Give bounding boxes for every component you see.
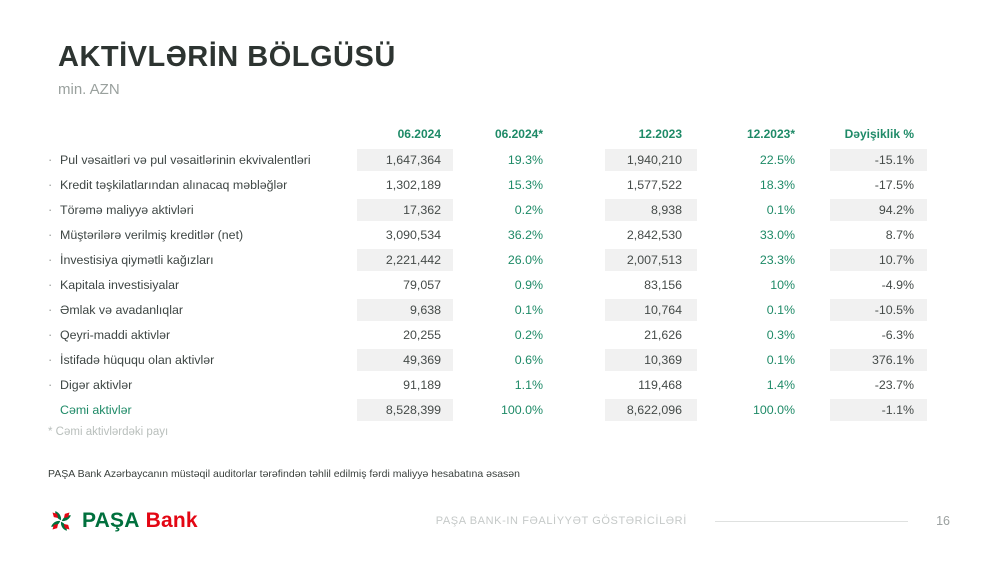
source-footnote: PAŞA Bank Azərbaycanın müstəqil auditorlar tərəfindən təhlil edilmiş fərdi maliyyə hesabatına əsasən bbox=[48, 468, 520, 480]
value-06-2024-cell bbox=[357, 172, 453, 197]
share-12-2023-cell: 100.0% bbox=[752, 402, 795, 417]
asset-label-cell bbox=[40, 297, 357, 322]
asset-label: İnvestisiya qiymətli kağızları bbox=[60, 253, 214, 267]
value-box: -23.7% bbox=[874, 377, 914, 392]
value-box: 8,622,096 bbox=[605, 399, 697, 421]
bullet-icon: · bbox=[48, 227, 53, 242]
bullet-icon: · bbox=[48, 377, 53, 392]
share-12-2023-cell: 33.0% bbox=[759, 227, 795, 242]
bullet-icon: · bbox=[48, 277, 53, 292]
value-box: 10,764 bbox=[605, 299, 697, 321]
share-06-2024-cell: 26.0% bbox=[507, 252, 543, 267]
footer-section-title: PAŞA BANK-IN FƏALİYYƏT GÖSTƏRİCİLƏRİ bbox=[435, 515, 687, 527]
bullet-icon: · bbox=[48, 302, 53, 317]
value-box: 1,577,522 bbox=[626, 177, 682, 192]
value-12-2023-cell bbox=[555, 397, 697, 422]
value-box: 8,528,399 bbox=[357, 399, 453, 421]
value-box: 10,369 bbox=[605, 349, 697, 371]
value-box: -4.9% bbox=[881, 277, 914, 292]
asset-row bbox=[40, 247, 927, 272]
share-12-2023-cell: 22.5% bbox=[759, 152, 795, 167]
change-percent-cell bbox=[805, 347, 927, 372]
change-percent-cell bbox=[805, 247, 927, 272]
value-box: 91,189 bbox=[403, 377, 441, 392]
asset-row bbox=[40, 172, 927, 197]
value-06-2024-cell bbox=[357, 347, 453, 372]
share-12-2023-cell: 18.3% bbox=[759, 177, 795, 192]
value-box: 8,938 bbox=[605, 199, 697, 221]
change-percent-cell bbox=[805, 372, 927, 397]
asset-label: Törəmə maliyyə aktivləri bbox=[60, 203, 194, 217]
asset-label-cell bbox=[40, 222, 357, 247]
value-box: 2,221,442 bbox=[357, 249, 453, 271]
change-percent-cell bbox=[805, 147, 927, 172]
asset-label-cell bbox=[40, 147, 357, 172]
logo-text-pasha: PAŞA bbox=[82, 509, 140, 532]
asset-label-cell bbox=[40, 397, 357, 422]
footer-divider-line bbox=[715, 521, 908, 522]
share-12-2023-cell: 0.1% bbox=[766, 352, 795, 367]
change-percent-cell bbox=[805, 297, 927, 322]
share-12-2023-cell: 0.1% bbox=[766, 302, 795, 317]
bullet-icon: · bbox=[48, 152, 53, 167]
value-box: 1,940,210 bbox=[605, 149, 697, 171]
value-box: 83,156 bbox=[644, 277, 682, 292]
share-12-2023-cell: 10% bbox=[770, 277, 795, 292]
bullet-icon: · bbox=[48, 327, 53, 342]
share-12-2023-cell: 1.4% bbox=[766, 377, 795, 392]
value-12-2023-cell bbox=[555, 322, 697, 347]
label-column-header bbox=[40, 120, 357, 147]
value-box: 3,090,534 bbox=[385, 227, 441, 242]
share-12-2023-cell: 23.3% bbox=[759, 252, 795, 267]
asset-label-cell bbox=[40, 197, 357, 222]
value-box: 10.7% bbox=[830, 249, 927, 271]
value-box: 9,638 bbox=[357, 299, 453, 321]
page-number: 16 bbox=[936, 514, 950, 528]
value-box: -10.5% bbox=[830, 299, 927, 321]
pasha-bank-pinwheel-icon bbox=[48, 508, 74, 534]
col-header-12-2023: 12.2023 bbox=[638, 126, 682, 141]
value-12-2023-cell bbox=[555, 197, 697, 222]
col-header-12-2023-share: 12.2023* bbox=[746, 126, 795, 141]
value-12-2023-cell bbox=[555, 297, 697, 322]
asset-label: Kredit təşkilatlarından alınacaq məbləğlər bbox=[60, 178, 288, 192]
footer bbox=[0, 502, 1000, 540]
value-12-2023-cell bbox=[555, 272, 697, 297]
assets-table-body bbox=[40, 147, 927, 422]
share-06-2024-cell: 100.0% bbox=[500, 402, 543, 417]
value-box: 1,647,364 bbox=[357, 149, 453, 171]
value-box: 49,369 bbox=[357, 349, 453, 371]
value-06-2024-cell bbox=[357, 322, 453, 347]
asset-row bbox=[40, 322, 927, 347]
value-06-2024-cell bbox=[357, 147, 453, 172]
share-06-2024-cell: 15.3% bbox=[507, 177, 543, 192]
value-12-2023-cell bbox=[555, 347, 697, 372]
share-06-2024-cell: 0.2% bbox=[514, 202, 543, 217]
value-box: 376.1% bbox=[830, 349, 927, 371]
value-box: 8.7% bbox=[885, 227, 914, 242]
asset-label-cell bbox=[40, 372, 357, 397]
share-06-2024-cell: 36.2% bbox=[507, 227, 543, 242]
value-12-2023-cell bbox=[555, 372, 697, 397]
change-percent-cell bbox=[805, 397, 927, 422]
asset-label: Qeyri-maddi aktivlər bbox=[60, 328, 171, 342]
value-box: -15.1% bbox=[830, 149, 927, 171]
value-box: 94.2% bbox=[830, 199, 927, 221]
asset-label: Kapitala investisiyalar bbox=[60, 278, 180, 292]
asset-row bbox=[40, 197, 927, 222]
asset-label-cell bbox=[40, 172, 357, 197]
share-06-2024-cell: 0.1% bbox=[514, 302, 543, 317]
logo-wordmark bbox=[82, 509, 198, 533]
asset-row bbox=[40, 347, 927, 372]
header-row bbox=[40, 120, 927, 147]
asset-label: Pul vəsaitləri və pul vəsaitlərinin ekvivalentləri bbox=[60, 153, 311, 167]
change-percent-cell bbox=[805, 322, 927, 347]
value-06-2024-cell bbox=[357, 397, 453, 422]
value-06-2024-cell bbox=[357, 297, 453, 322]
value-box: 79,057 bbox=[403, 277, 441, 292]
asset-label: Müştərilərə verilmiş kreditlər (net) bbox=[60, 228, 244, 242]
value-box: -6.3% bbox=[881, 327, 914, 342]
change-percent-cell bbox=[805, 222, 927, 247]
change-percent-cell bbox=[805, 272, 927, 297]
asset-label-cell bbox=[40, 272, 357, 297]
value-12-2023-cell bbox=[555, 222, 697, 247]
col-header-06-2024-share: 06.2024* bbox=[494, 126, 543, 141]
bullet-icon: · bbox=[48, 202, 53, 217]
change-percent-cell bbox=[805, 172, 927, 197]
share-06-2024-cell: 1.1% bbox=[514, 377, 543, 392]
value-box: 17,362 bbox=[357, 199, 453, 221]
asset-row bbox=[40, 272, 927, 297]
bullet-icon: · bbox=[48, 352, 53, 367]
share-12-2023-cell: 0.3% bbox=[766, 327, 795, 342]
value-06-2024-cell bbox=[357, 272, 453, 297]
value-box: 2,007,513 bbox=[605, 249, 697, 271]
page-title: AKTİVLƏRİN BÖLGÜSÜ bbox=[58, 41, 396, 73]
share-06-2024-cell: 19.3% bbox=[507, 152, 543, 167]
asset-label-cell bbox=[40, 347, 357, 372]
asset-row bbox=[40, 222, 927, 247]
value-box: 2,842,530 bbox=[626, 227, 682, 242]
assets-table-header bbox=[40, 120, 927, 147]
asset-row bbox=[40, 147, 927, 172]
total-row bbox=[40, 397, 927, 422]
value-box: 1,302,189 bbox=[385, 177, 441, 192]
value-box: -1.1% bbox=[830, 399, 927, 421]
share-06-2024-cell: 0.9% bbox=[514, 277, 543, 292]
share-06-2024-cell: 0.6% bbox=[514, 352, 543, 367]
asset-label-cell bbox=[40, 247, 357, 272]
value-box: 20,255 bbox=[403, 327, 441, 342]
pasha-bank-logo bbox=[48, 508, 198, 534]
share-06-2024-cell: 0.2% bbox=[514, 327, 543, 342]
change-percent-cell bbox=[805, 197, 927, 222]
share-footnote: * Cəmi aktivlərdəki payı bbox=[48, 426, 169, 438]
asset-label: Cəmi aktivlər bbox=[60, 402, 132, 417]
logo-text-bank: Bank bbox=[145, 509, 198, 532]
value-box: 119,468 bbox=[638, 377, 682, 392]
asset-label: Əmlak və avadanlıqlar bbox=[60, 303, 183, 317]
share-12-2023-cell: 0.1% bbox=[766, 202, 795, 217]
col-header-change: Dəyişiklik % bbox=[844, 126, 914, 141]
value-06-2024-cell bbox=[357, 247, 453, 272]
value-06-2024-cell bbox=[357, 197, 453, 222]
value-06-2024-cell bbox=[357, 372, 453, 397]
value-12-2023-cell bbox=[555, 172, 697, 197]
value-box: 21,626 bbox=[644, 327, 682, 342]
units-label: min. AZN bbox=[58, 81, 120, 98]
value-06-2024-cell bbox=[357, 222, 453, 247]
value-12-2023-cell bbox=[555, 147, 697, 172]
asset-label: İstifadə hüququ olan aktivlər bbox=[60, 353, 215, 367]
bullet-icon: · bbox=[48, 177, 53, 192]
asset-label: Digər aktivlər bbox=[60, 378, 133, 392]
title-block bbox=[58, 40, 396, 98]
asset-row bbox=[40, 297, 927, 322]
value-box: -17.5% bbox=[874, 177, 914, 192]
value-12-2023-cell bbox=[555, 247, 697, 272]
bullet-icon: · bbox=[48, 252, 53, 267]
assets-table bbox=[40, 120, 927, 422]
asset-row bbox=[40, 372, 927, 397]
asset-label-cell bbox=[40, 322, 357, 347]
col-header-06-2024: 06.2024 bbox=[397, 126, 441, 141]
